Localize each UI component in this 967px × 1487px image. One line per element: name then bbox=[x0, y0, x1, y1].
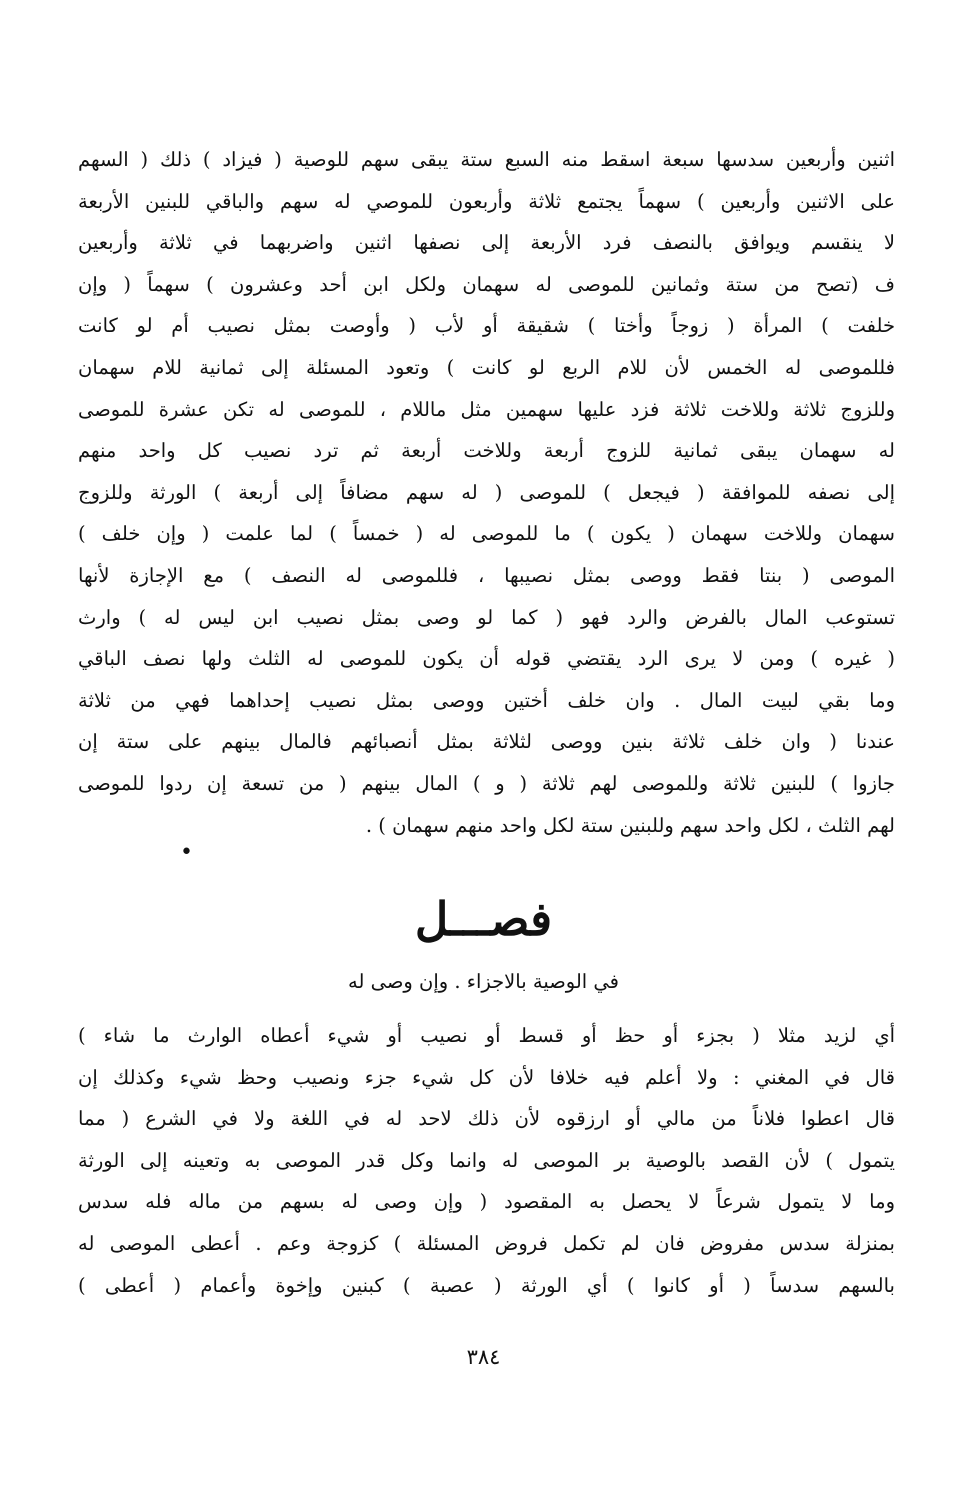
text-line: بمنزلة سدس مفروض فان لم تكمل فروض المسئلة ) كزوجة وعم . أعطى الموصى له bbox=[78, 1231, 895, 1255]
text-line: لهم الثلث ، لكل واحد سهم وللبنين ستة لكل واحد منهم سهمان ) . bbox=[365, 813, 895, 837]
text-line: الموصى ( بنتا فقط ووصى بمثل نصيبها ، فللموصى له النصف ) مع الإجازة لأنها bbox=[78, 563, 895, 587]
text-line: أي لزيد مثلا ( بجزء أو حظ أو قسط أو نصيب أو شيء أعطاه الوارث ما شاء ) bbox=[78, 1024, 895, 1047]
top-paragraph bbox=[78, 139, 895, 846]
text-line: جازوا ) للبنين ثلاثة وللموصى لهم ثلاثة ( و ) المال بينهم ( من تسعة إن ردوا للموصى bbox=[78, 771, 895, 795]
text-line: عندنا ( وان خلف ثلاثة بنين ووصى لثلاثة بمثل أنصبائهم فالمال بينهم على ستة إن bbox=[78, 730, 895, 754]
text-line: قال في المغني : ولا أعلم فيه خلافا لأن كل شيء جزء ونصيب وحظ شيء وكذلك إن bbox=[78, 1065, 895, 1089]
text-line: تستوعب المال بالفرض والرد فهو ( كما لو وصى بمثل نصيب ابن ليس له ) وارث bbox=[78, 605, 895, 629]
text-line: يتمول ) لأن القصد بالوصية بر الموصى له وانما وكل قدر الموصى به وتعينه إلى الورثة bbox=[78, 1148, 895, 1172]
text-line: وما بقي لبيت المال . وان خلف أختين ووصى بمثل نصيب إحداهما فهي من ثلاثة bbox=[78, 688, 895, 712]
section-heading: فصـــل bbox=[414, 892, 553, 946]
section-subheading: في الوصية بالاجزاء . وإن وصى له bbox=[348, 970, 619, 993]
text-line: وما لا يتمول شرعاً لا يحصل به المقصود ( وإن وصى له بسهم من ماله فله سدس bbox=[78, 1190, 895, 1214]
text-line: ف (تصح من ستة وثمانين للموصى له سهمان ولكل ابن أحد وعشرون ) سهماً ( وإن bbox=[78, 272, 895, 296]
text-line: اثنين وأربعين سدسها سبعة اسقط منه السبع ستة يبقى سهم للوصية ( فيزاد ) ذلك ( السهم bbox=[78, 148, 895, 171]
text-line: لا ينقسم ويوافق بالنصف فرد الأربعة إلى نصفها اثنين واضربهما في ثلاثة وأربعين bbox=[78, 231, 895, 255]
text-line: إلى نصفه للموافقة ( فيجعل ) للموصى ( له سهم مضافاً إلى أربعة ) الورثة وللزوج bbox=[78, 480, 895, 504]
bottom-paragraph bbox=[78, 1015, 895, 1306]
text-line: على الاثنين وأربعين ) سهماً يجتمع ثلاثة وأربعون للموصي له سهم والباقي للبنين الأربعة bbox=[78, 189, 895, 213]
text-line: وللزوج ثلاثة وللاخت ثلاثة فزد عليها سهمين مثل ماللام ، للموصى له تكن عشرة للموصى bbox=[78, 397, 895, 421]
text-line: سهمان وللاخت سهمان ( يكون ) ما للموصى له ( خمساً ) لما علمت ( وإن خلف ) bbox=[78, 522, 895, 546]
text-line: ( غيره ) ومن لا يرى الرد يقتضي قوله أن يكون للموصى له الثلث ولها نصف الباقي bbox=[78, 647, 895, 671]
text-line: خلفت ) المرأة ( زوجاً وأختا ) شقيقة أو لأب ( وأوصت بمثل نصيب أم لو كانت bbox=[78, 314, 895, 338]
text-line: فللموصى له الخمس لأن للام الربع لو كانت ) وتعود المسئلة إلى ثمانية للام سهمان bbox=[78, 355, 895, 379]
text-line: قال اعطوا فلاناً من مالي أو ارزقوه لأن ذلك لاحد له في اللغة ولا في الشرع ( مما bbox=[78, 1107, 895, 1131]
ornament-dot: • bbox=[180, 840, 193, 865]
text-line: له سهمان يبقى ثمانية للزوج أربعة وللاخت أربعة ثم ترد نصيب كل واحد منهم bbox=[78, 439, 895, 463]
text-line: بالسهم سدساً ( أو كانوا ) أي الورثة ( عصبة ) كبنين وإخوة وأعمام ( أعطى ) bbox=[78, 1273, 895, 1297]
page-number: ٣٨٤ bbox=[466, 1345, 501, 1369]
